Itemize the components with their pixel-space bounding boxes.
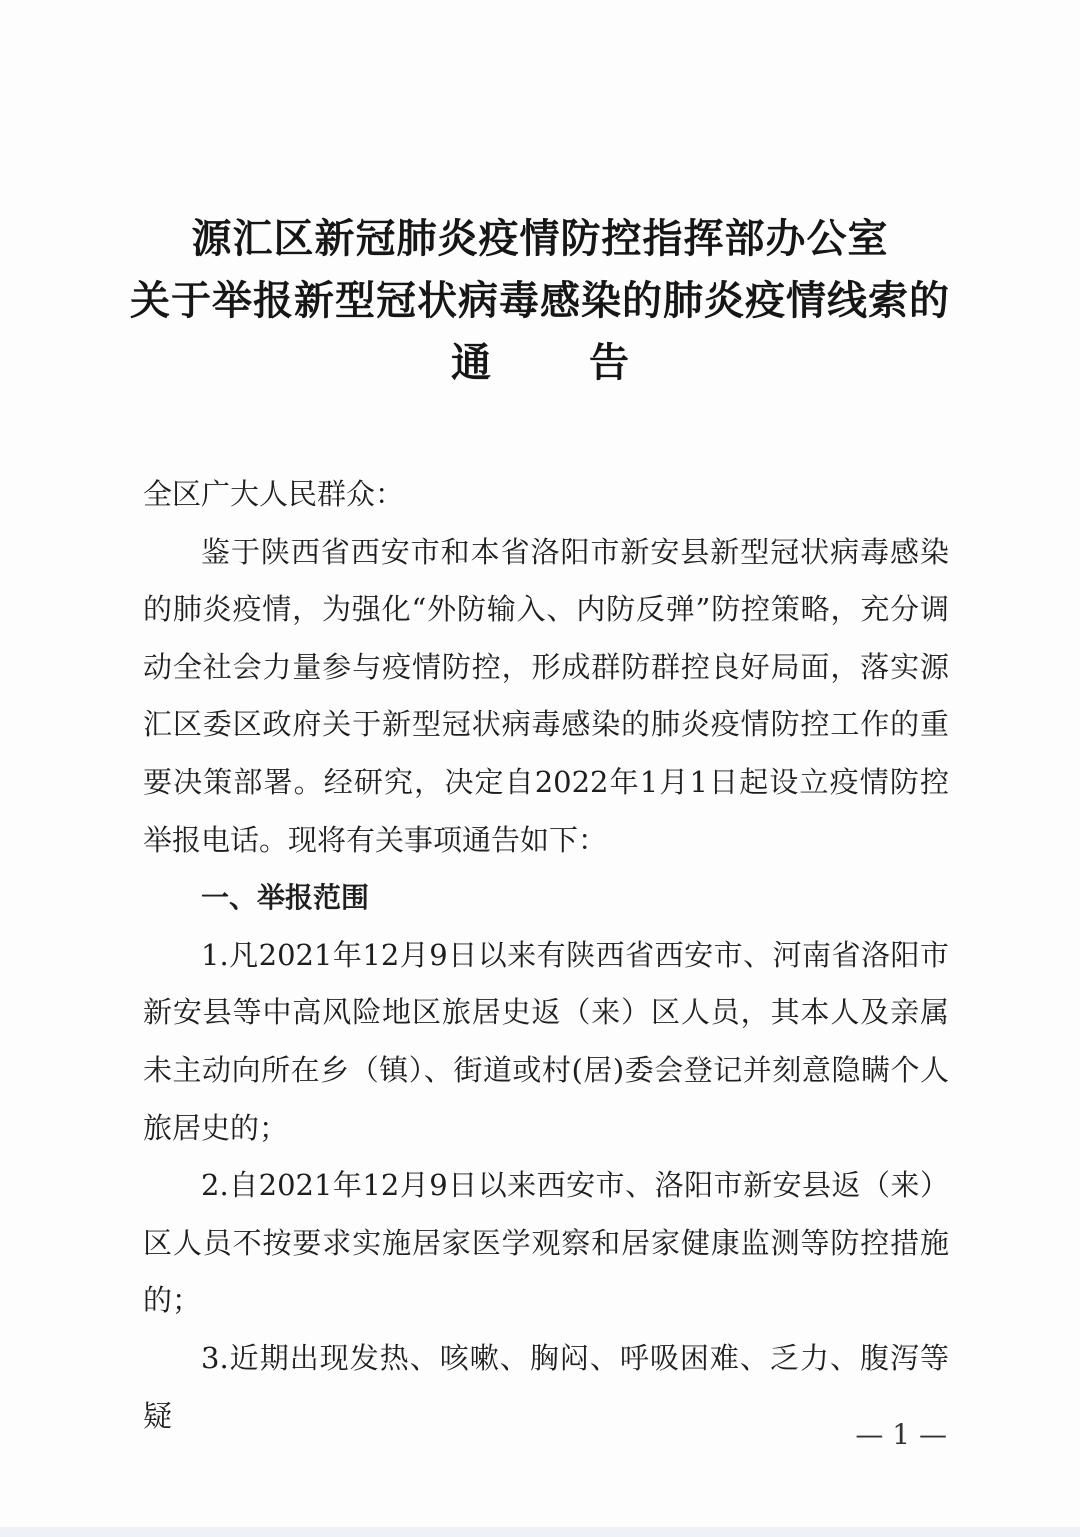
document-body [143, 466, 949, 1445]
list-item-3: 3.近期出现发热、咳嗽、胸闷、呼吸困难、乏力、腹泻等疑 [143, 1340, 949, 1433]
title-line-issuer: 源汇区新冠肺炎疫情防控指挥部办公室 [191, 215, 889, 262]
list-item-1: 1.凡2021年12月9日以来有陕西省西安市、河南省洛阳市新安县等中高风险地区旅居史返（来）区人员，其本人及亲属未主动向所在乡（镇）、街道或村(居)委会登记并刻意隐瞒个人旅居史的； [143, 937, 949, 1145]
title-line-subject: 关于举报新型冠状病毒感染的肺炎疫情线索的 [130, 277, 950, 324]
intro-paragraph: 鉴于陕西省西安市和本省洛阳市新安县新型冠状病毒感染的肺炎疫情，为强化“外防输入、内防反弹”防控策略，充分调动全社会力量参与疫情防控，形成群防群控良好局面，落实源汇区委区政府关于新型冠状病毒感染的肺炎疫情防控工作的重要决策部署。经研究，决定自2022年1月1日起设立疫情防控举报电话。现将有关事项通告如下： [143, 534, 949, 857]
page-number: — 1 — [855, 1418, 947, 1451]
title-line-notice: 通告 [451, 339, 727, 386]
salutation: 全区广大人民群众： [143, 477, 405, 511]
document-title [0, 208, 1080, 394]
list-item-2: 2.自2021年12月9日以来西安市、洛阳市新安县返（来）区人员不按要求实施居家医学观察和居家健康监测等防控措施的； [143, 1168, 949, 1318]
section-heading-report-scope: 一、举报范围 [201, 881, 370, 915]
scan-bottom-edge [0, 1527, 1080, 1537]
